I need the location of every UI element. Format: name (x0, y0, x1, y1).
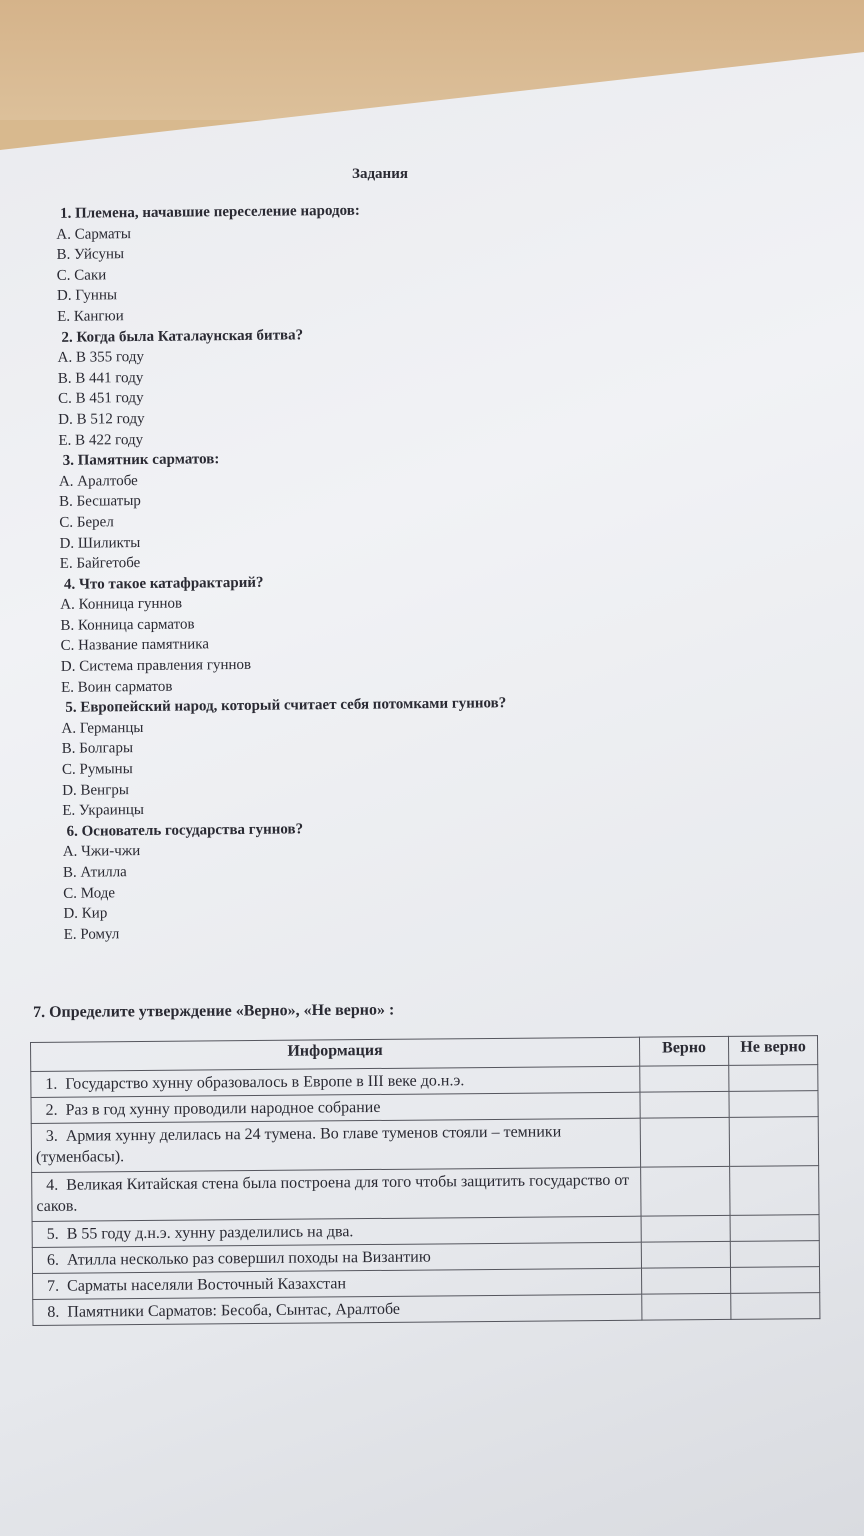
answer-option: D. Шиликты (59, 534, 141, 552)
statement-text: Раз в год хунну проводили народное собрание (65, 1098, 381, 1119)
question-text: 3. Памятник сарматов: (62, 451, 220, 469)
statement-number: 4. (46, 1176, 59, 1194)
answer-option: E. В 422 году (58, 431, 144, 449)
answer-option: E. Кангюи (57, 308, 124, 325)
answer-option: A. Германцы (61, 719, 144, 737)
answer-option: D. Венгры (62, 781, 129, 799)
statement-number: 3. (45, 1127, 58, 1145)
question-block (48, 568, 649, 698)
true-answer-cell[interactable] (640, 1117, 729, 1167)
statement-cell (31, 1118, 640, 1172)
false-answer-cell[interactable] (731, 1293, 820, 1320)
question-text: 5. Европейский народ, который считает себя потомками гуннов? (65, 695, 507, 717)
answer-option: A. Сарматы (56, 225, 131, 243)
page-title: Задания (352, 166, 408, 182)
statement-number: 2. (45, 1101, 58, 1119)
answer-option: E. Ромул (63, 926, 120, 943)
statement-text: В 55 году д.н.э. хунну разделились на два. (66, 1223, 354, 1243)
answer-option: B. Бесшатыр (59, 493, 141, 511)
false-answer-cell[interactable] (729, 1065, 818, 1092)
statement-text: Великая Китайская стена была построена для того чтобы защитить государство от саков. (36, 1171, 630, 1215)
answer-option: C. Моде (63, 884, 116, 902)
statement-cell (32, 1167, 641, 1221)
answer-option: B. Конница сарматов (60, 616, 195, 634)
true-false-table (30, 1035, 820, 1326)
false-answer-cell[interactable] (729, 1117, 818, 1167)
answer-option: A. Аралтобе (58, 472, 138, 490)
question-text: 2. Когда была Каталаунская битва? (61, 326, 304, 346)
false-answer-cell[interactable] (730, 1267, 819, 1294)
question-block (47, 445, 648, 575)
answer-option: E. Байгетобе (59, 555, 141, 572)
answer-option: B. В 441 году (57, 369, 144, 387)
answer-option: C. Название памятника (60, 636, 210, 655)
statement-number: 6. (46, 1251, 59, 1269)
false-answer-cell[interactable] (730, 1215, 819, 1242)
true-answer-cell[interactable] (640, 1091, 729, 1118)
answer-option: A. Чжи-чжи (62, 843, 141, 861)
question-text: 6. Основатель государства гуннов? (66, 821, 304, 840)
answer-option: D. Кир (63, 905, 108, 923)
answer-option: B. Атилла (62, 864, 127, 881)
true-answer-cell[interactable] (642, 1293, 731, 1320)
false-answer-cell[interactable] (729, 1091, 818, 1118)
table-row (31, 1117, 818, 1173)
header-false: Не верно (728, 1036, 817, 1066)
answer-option: C. Румыны (61, 761, 133, 778)
question-block (49, 692, 650, 822)
false-answer-cell[interactable] (730, 1241, 819, 1268)
table-row (32, 1166, 819, 1222)
statement-number: 5. (46, 1225, 59, 1243)
answer-option: B. Уйсуны (56, 246, 125, 264)
false-answer-cell[interactable] (730, 1166, 819, 1216)
statement-number: 1. (45, 1075, 58, 1093)
statement-text: Армия хунну делилась на 24 тумена. Во главе туменов стояли – темники (туменбасы). (35, 1123, 562, 1166)
true-answer-cell[interactable] (641, 1166, 730, 1216)
answer-option: C. Берел (59, 514, 114, 531)
answer-option: A. Конница гуннов (60, 595, 183, 614)
question-text: 4. Что такое катафрактарий? (63, 574, 264, 593)
true-answer-cell[interactable] (641, 1241, 730, 1268)
header-true: Верно (639, 1036, 728, 1066)
answer-option: A. В 355 году (57, 349, 145, 367)
question-text: 1. Племена, начавшие переселение народов: (60, 202, 360, 222)
answer-option: C. Саки (56, 267, 107, 284)
question-block (45, 321, 646, 451)
question-block (44, 198, 645, 328)
answer-option: D. Гунны (56, 287, 118, 305)
statement-number: 8. (47, 1303, 60, 1321)
answer-option: D. В 512 году (58, 410, 145, 428)
statement-text: Атилла несколько раз совершил походы на Византию (66, 1248, 431, 1269)
statement-text: Сарматы населяли Восточный Казахстан (67, 1275, 347, 1295)
questions-list (44, 198, 652, 946)
question-block (50, 815, 651, 945)
header-info: Информация (31, 1037, 640, 1071)
answer-option: E. Воин сарматов (60, 678, 173, 696)
task7-title: 7. Определите утверждение «Верно», «Не верно» : (33, 1001, 395, 1021)
answer-option: D. Система правления гуннов (60, 656, 252, 675)
true-answer-cell[interactable] (640, 1065, 729, 1092)
answer-option: B. Болгары (61, 740, 134, 758)
statement-number: 7. (47, 1277, 60, 1295)
answer-option: C. В 451 году (57, 390, 144, 408)
true-answer-cell[interactable] (641, 1267, 730, 1294)
true-answer-cell[interactable] (641, 1215, 730, 1242)
statement-cell (33, 1294, 642, 1325)
statement-text: Памятники Сарматов: Бесоба, Сынтас, Аралтобе (67, 1300, 401, 1321)
answer-option: E. Украинцы (62, 802, 145, 820)
statement-text: Государство хунну образовалось в Европе в III веке до.н.э. (65, 1072, 465, 1093)
